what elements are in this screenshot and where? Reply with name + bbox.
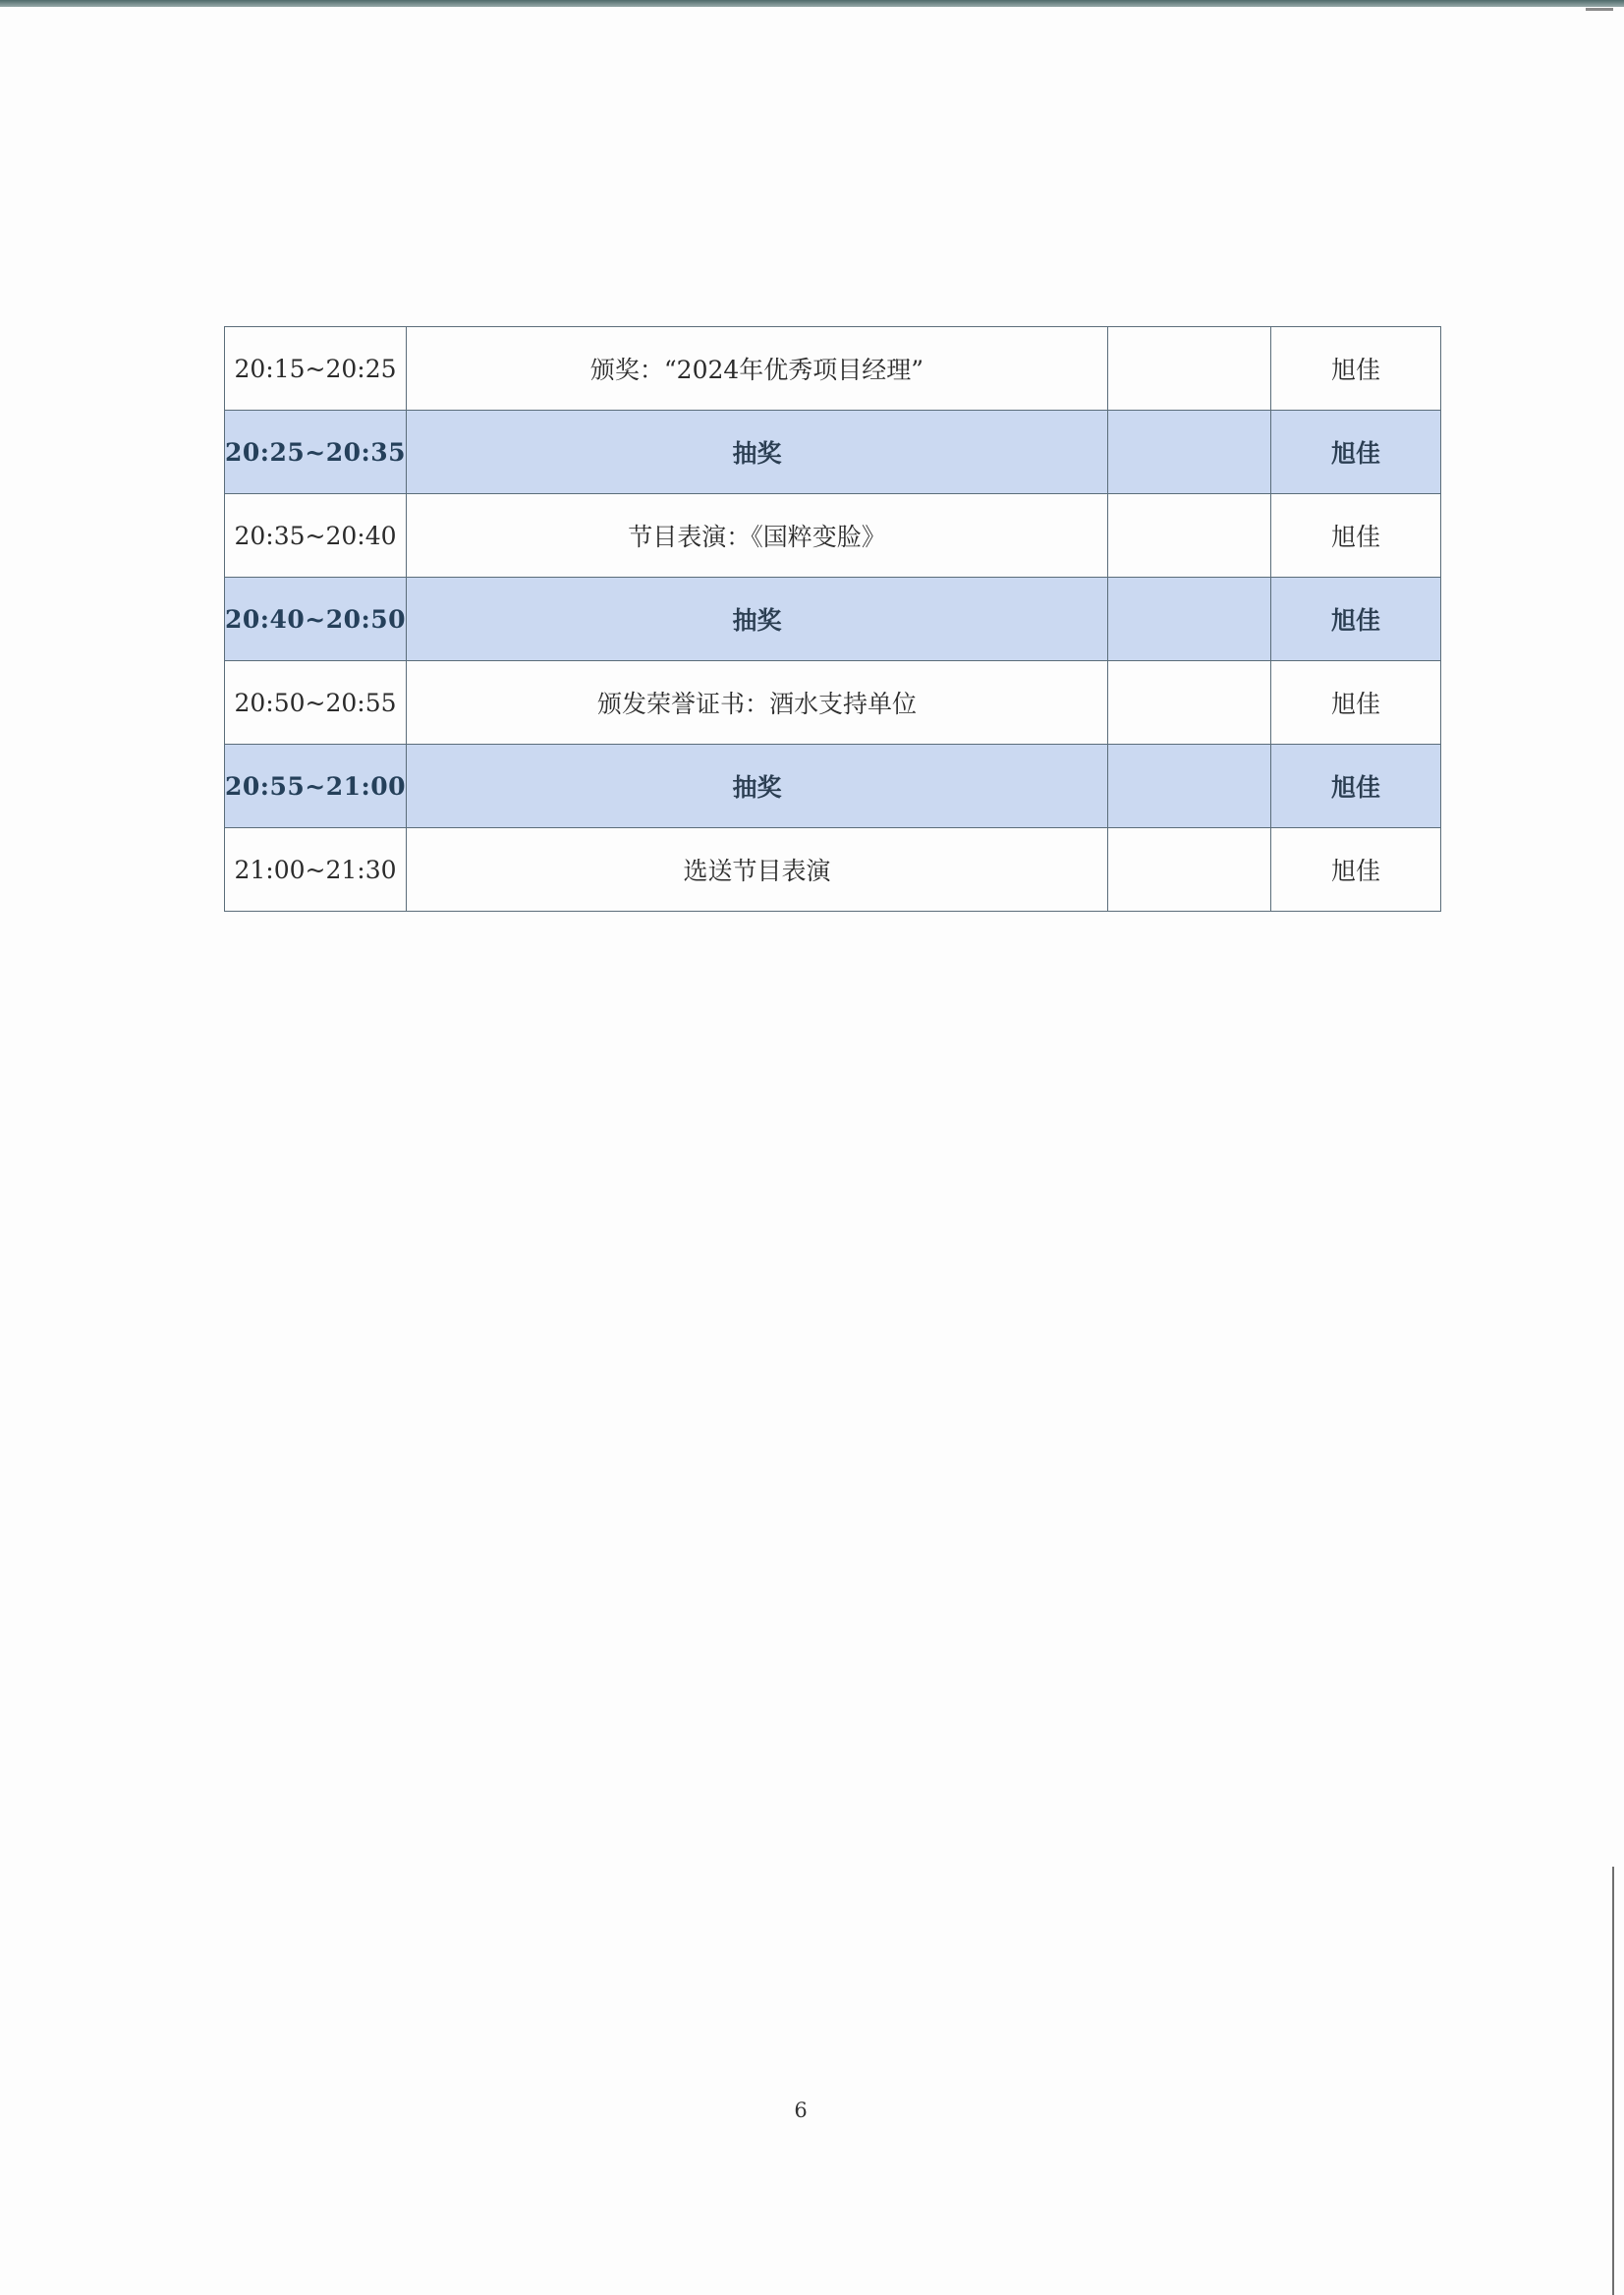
- time-cell: 21:00~21:30: [225, 828, 407, 912]
- time-cell: 20:40~20:50: [225, 578, 407, 661]
- table-row: [225, 494, 1441, 578]
- table-row: [225, 745, 1441, 828]
- note-cell: [1108, 494, 1271, 578]
- owner-cell: 旭佳: [1271, 327, 1441, 411]
- scan-right-edge-mark: [1612, 1867, 1614, 2295]
- time-cell: 20:50~20:55: [225, 661, 407, 745]
- note-cell: [1108, 661, 1271, 745]
- scan-top-edge: [0, 0, 1624, 7]
- table-row: [225, 578, 1441, 661]
- table-row: [225, 828, 1441, 912]
- note-cell: [1108, 411, 1271, 494]
- note-cell: [1108, 578, 1271, 661]
- item-cell: 选送节目表演: [407, 828, 1108, 912]
- scan-corner-mark: [1586, 8, 1613, 11]
- item-cell: 颁奖：“2024年优秀项目经理”: [407, 327, 1108, 411]
- owner-cell: 旭佳: [1271, 745, 1441, 828]
- note-cell: [1108, 745, 1271, 828]
- table-row: [225, 661, 1441, 745]
- owner-cell: 旭佳: [1271, 494, 1441, 578]
- schedule-table: [224, 326, 1441, 912]
- item-cell: 抽奖: [407, 745, 1108, 828]
- item-cell: 抽奖: [407, 578, 1108, 661]
- owner-cell: 旭佳: [1271, 661, 1441, 745]
- note-cell: [1108, 327, 1271, 411]
- page-number: 6: [794, 2099, 808, 2122]
- owner-cell: 旭佳: [1271, 828, 1441, 912]
- note-cell: [1108, 828, 1271, 912]
- item-cell: 抽奖: [407, 411, 1108, 494]
- time-cell: 20:55~21:00: [225, 745, 407, 828]
- owner-cell: 旭佳: [1271, 578, 1441, 661]
- item-cell: 颁发荣誉证书：酒水支持单位: [407, 661, 1108, 745]
- item-cell: 节目表演：《国粹变脸》: [407, 494, 1108, 578]
- time-cell: 20:25~20:35: [225, 411, 407, 494]
- table-row: [225, 411, 1441, 494]
- time-cell: 20:35~20:40: [225, 494, 407, 578]
- owner-cell: 旭佳: [1271, 411, 1441, 494]
- time-cell: 20:15~20:25: [225, 327, 407, 411]
- table-row: [225, 327, 1441, 411]
